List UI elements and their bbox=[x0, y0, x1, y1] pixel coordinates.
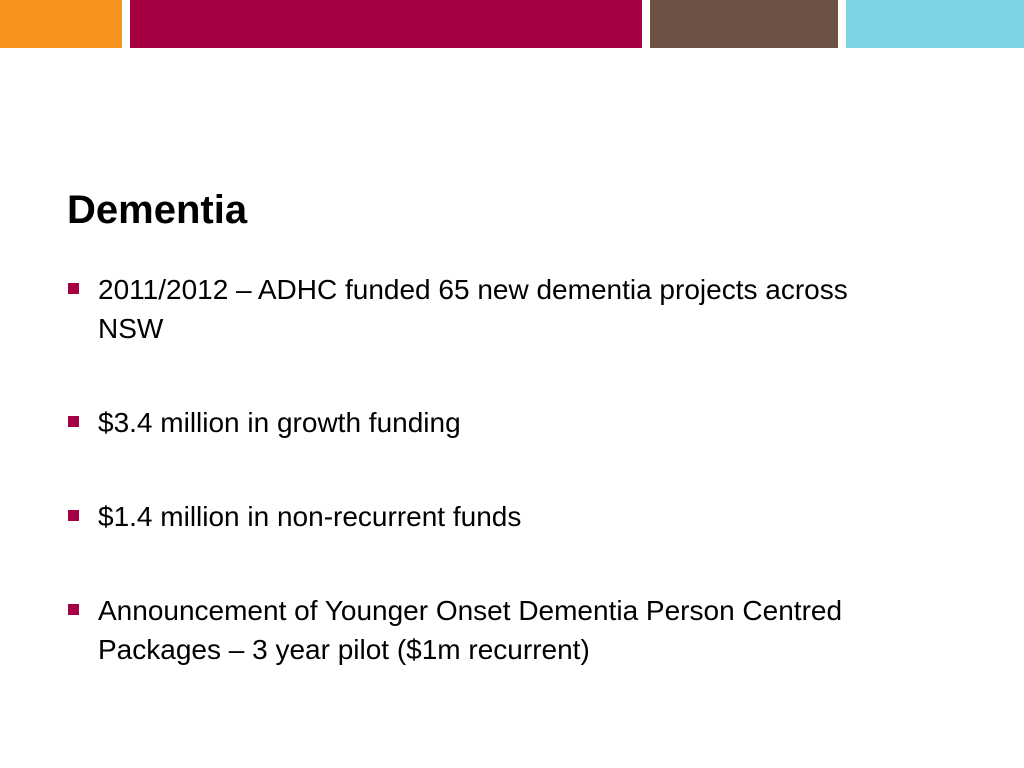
bullet-text: Announcement of Younger Onset Dementia Person Centred Packages – 3 year pilot ($1m recurrent) bbox=[98, 595, 843, 665]
bullet-item bbox=[68, 403, 898, 442]
header-bar-crimson bbox=[130, 0, 642, 48]
bullet-text: $1.4 million in non-recurrent funds bbox=[98, 501, 522, 532]
header-bar-cyan bbox=[846, 0, 1024, 48]
slide-title: Dementia bbox=[67, 188, 248, 232]
bullet-item bbox=[68, 497, 898, 536]
header-bar-brown bbox=[650, 0, 838, 48]
bullet-item bbox=[68, 591, 898, 669]
header-bar-orange bbox=[0, 0, 122, 48]
square-bullet-icon bbox=[68, 416, 79, 427]
bullet-text: $3.4 million in growth funding bbox=[98, 407, 461, 438]
square-bullet-icon bbox=[68, 283, 79, 294]
bullet-text: 2011/2012 – ADHC funded 65 new dementia projects across NSW bbox=[98, 274, 848, 344]
square-bullet-icon bbox=[68, 510, 79, 521]
square-bullet-icon bbox=[68, 604, 79, 615]
bullet-item bbox=[68, 270, 898, 348]
